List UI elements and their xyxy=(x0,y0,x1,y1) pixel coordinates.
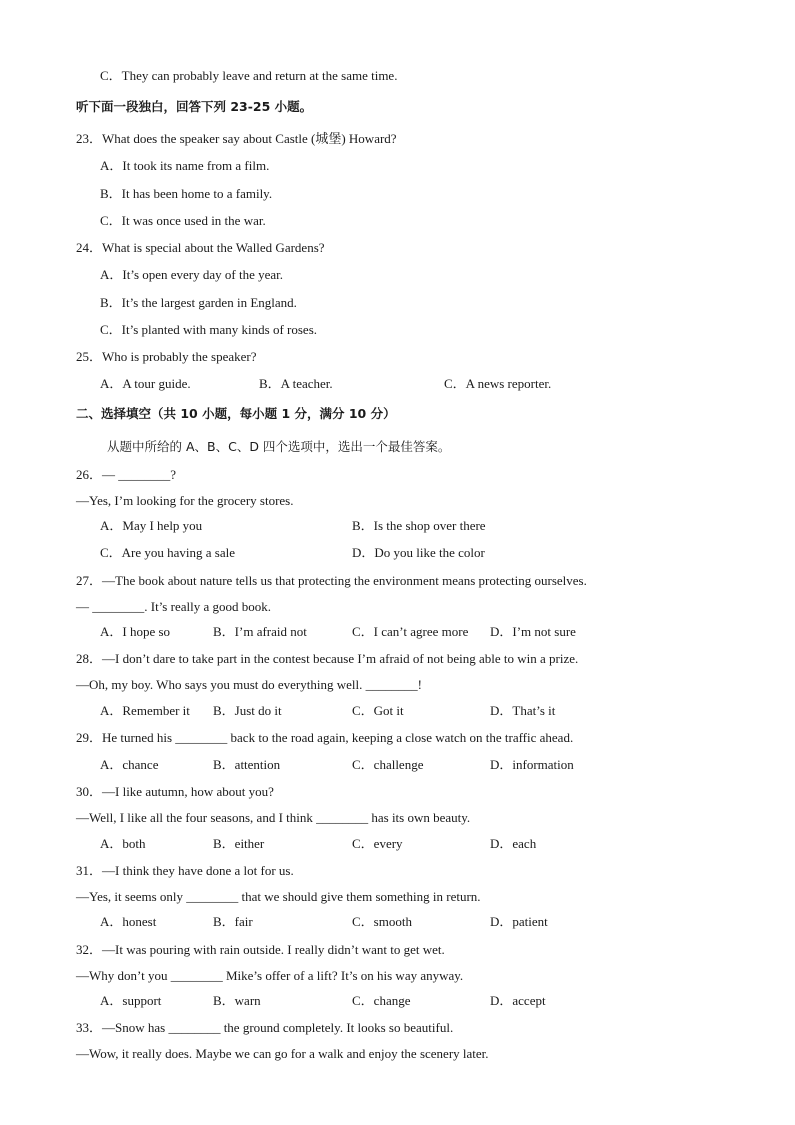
option-25-b: B．A teacher. xyxy=(259,376,333,391)
option-30-b: B．either xyxy=(213,836,265,851)
option-26-a: A．May I help you xyxy=(100,518,203,533)
question-24: 24．What is special about the Walled Gardens? xyxy=(76,240,325,255)
option-27-a: A．I hope so xyxy=(100,624,171,639)
question-28: 28．—I don’t dare to take part in the contest because I’m afraid of not being able to win a prize. xyxy=(76,651,579,666)
option-31-b: B．fair xyxy=(213,914,253,929)
question-33: 33．—Snow has ________ the ground completely. It looks so beautiful. xyxy=(76,1020,454,1035)
option-28-c: C．Got it xyxy=(352,703,404,718)
question-26: 26．— ________? xyxy=(76,467,177,482)
option-32-c: C．change xyxy=(352,993,411,1008)
option-27-b: B．I’m afraid not xyxy=(213,624,307,639)
option-30-c: C．every xyxy=(352,836,403,851)
dialogue-30: —Well, I like all the four seasons, and I think ________ has its own beauty. xyxy=(76,810,471,825)
dialogue-27: — ________. It’s really a good book. xyxy=(76,599,271,614)
option-23-a: A．It took its name from a film. xyxy=(100,158,270,173)
option-26-b: B．Is the shop over there xyxy=(352,518,486,533)
option-29-b: B．attention xyxy=(213,757,281,772)
option-26-c: C．Are you having a sale xyxy=(100,545,236,560)
question-27: 27．—The book about nature tells us that protecting the environment means protecting ourselves. xyxy=(76,573,587,588)
option-30-d: D．each xyxy=(490,836,537,851)
option-30-a: A．both xyxy=(100,836,146,851)
question-30: 30．—I like autumn, how about you? xyxy=(76,784,274,799)
option-23-c: C．It was once used in the war. xyxy=(100,213,266,228)
option-31-d: D．patient xyxy=(490,914,548,929)
option-24-a: A．It’s open every day of the year. xyxy=(100,267,284,282)
option-line: C．They can probably leave and return at the same time. xyxy=(100,68,398,83)
section-heading: 听下面一段独白，回答下列 23-25 小题。 xyxy=(76,99,313,114)
dialogue-33: —Wow, it really does. Maybe we can go for a walk and enjoy the scenery later. xyxy=(76,1046,489,1061)
dialogue-26: —Yes, I’m looking for the grocery stores. xyxy=(76,493,294,508)
option-28-d: D．That’s it xyxy=(490,703,556,718)
option-32-d: D．accept xyxy=(490,993,546,1008)
option-32-b: B．warn xyxy=(213,993,261,1008)
option-26-d: D．Do you like the color xyxy=(352,545,485,560)
option-29-c: C．challenge xyxy=(352,757,424,772)
question-31: 31．—I think they have done a lot for us. xyxy=(76,863,294,878)
option-25-a: A．A tour guide. xyxy=(100,376,191,391)
option-28-a: A．Remember it xyxy=(100,703,190,718)
option-31-a: A．honest xyxy=(100,914,157,929)
dialogue-32: —Why don’t you ________ Mike’s offer of a lift? It’s on his way anyway. xyxy=(76,968,464,983)
question-29: 29．He turned his ________ back to the road again, keeping a close watch on the traffic ahead. xyxy=(76,730,574,745)
question-23: 23．What does the speaker say about Castle (城堡) Howard? xyxy=(76,131,397,146)
option-27-d: D．I’m not sure xyxy=(490,624,576,639)
dialogue-31: —Yes, it seems only ________ that we should give them something in return. xyxy=(76,889,481,904)
option-31-c: C．smooth xyxy=(352,914,412,929)
option-29-a: A．chance xyxy=(100,757,159,772)
option-24-c: C．It’s planted with many kinds of roses. xyxy=(100,322,318,337)
instruction: 从题中所给的 A、B、C、D 四个选项中，选出一个最佳答案。 xyxy=(107,439,451,454)
option-27-c: C．I can’t agree more xyxy=(352,624,469,639)
option-24-b: B．It’s the largest garden in England. xyxy=(100,295,297,310)
question-25: 25．Who is probably the speaker? xyxy=(76,349,257,364)
section-heading: 二、选择填空（共 10 小题，每小题 1 分，满分 10 分） xyxy=(76,406,396,421)
dialogue-28: —Oh, my boy. Who says you must do everything well. ________! xyxy=(76,677,422,692)
option-23-b: B．It has been home to a family. xyxy=(100,186,273,201)
option-29-d: D．information xyxy=(490,757,574,772)
option-25-c: C．A news reporter. xyxy=(444,376,552,391)
option-32-a: A．support xyxy=(100,993,162,1008)
option-28-b: B．Just do it xyxy=(213,703,282,718)
question-32: 32．—It was pouring with rain outside. I really didn’t want to get wet. xyxy=(76,942,445,957)
